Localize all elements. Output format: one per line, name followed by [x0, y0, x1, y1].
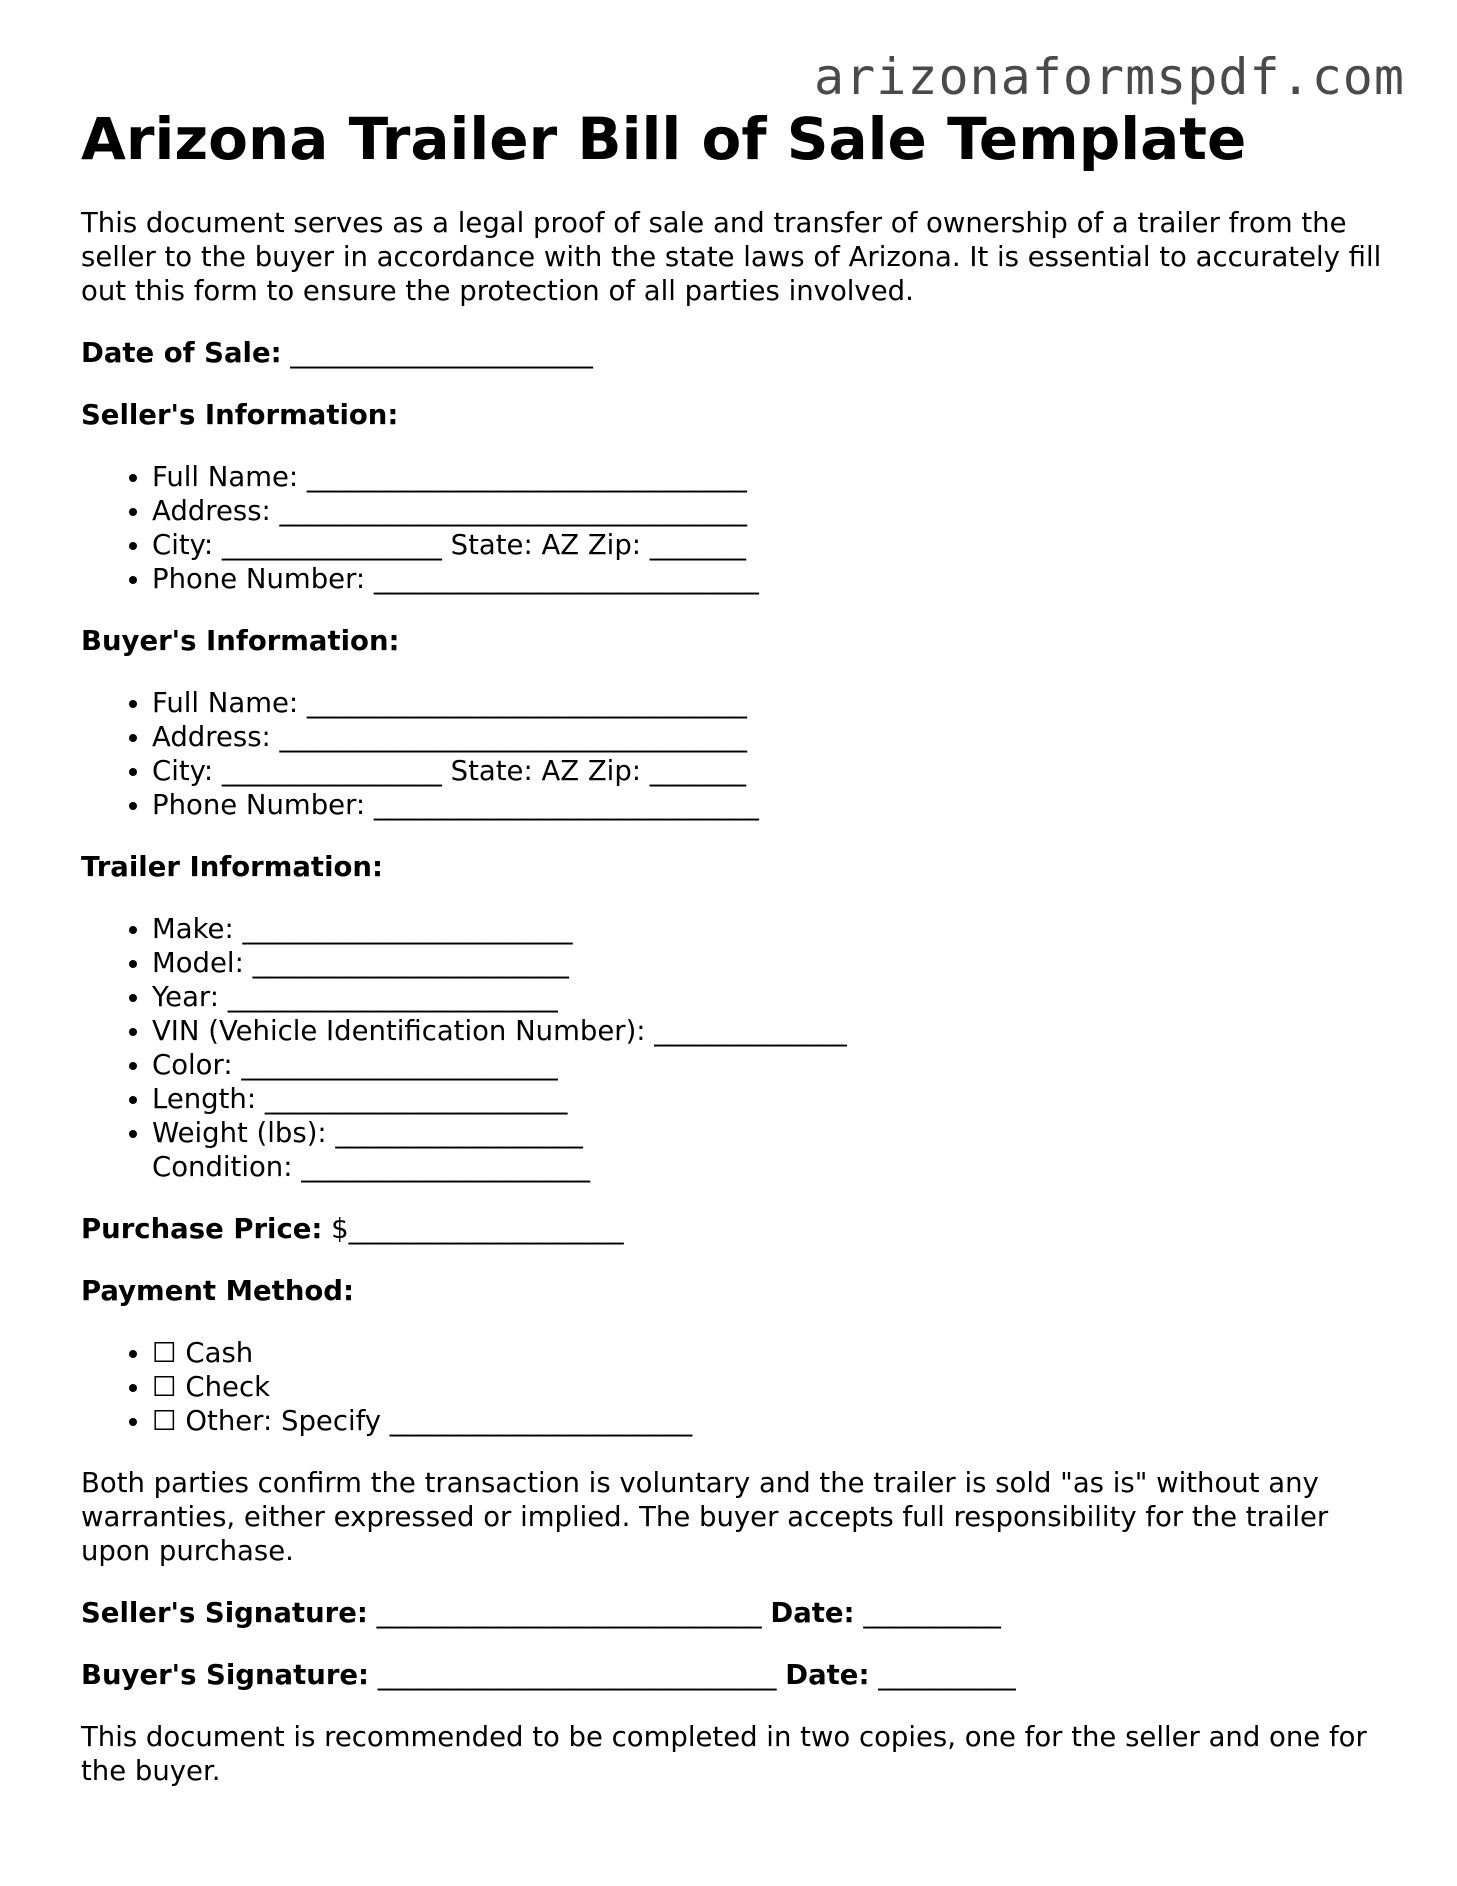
seller-info-list — [81, 460, 1391, 596]
trailer-year-field[interactable]: • Year: ________________________ — [152, 980, 1391, 1014]
seller-phone-field[interactable]: • Phone Number: ____________________________ — [152, 562, 1391, 596]
payment-method-heading: Payment Method: — [81, 1275, 354, 1307]
trailer-model-field[interactable]: • Model: _______________________ — [152, 946, 1391, 980]
seller-full-name-field[interactable]: • Full Name: ________________________________ — [152, 460, 1391, 494]
buyer-date-blank[interactable]: __________ — [878, 1659, 1016, 1691]
purchase-price-field[interactable] — [81, 1212, 1391, 1246]
trailer-info-list — [81, 912, 1391, 1184]
payment-other-checkbox[interactable]: • ☐ Other: Specify ______________________ — [152, 1404, 1391, 1438]
document-page — [81, 96, 1391, 1788]
payment-check-checkbox[interactable]: • ☐ Check — [152, 1370, 1391, 1404]
as-is-statement: Both parties confirm the transaction is voluntary and the trailer is sold "as is" without any warranties, either expressed or implied. The buyer accepts full responsibility for the trailer upon purchase. — [81, 1467, 1329, 1567]
date-of-sale-field[interactable] — [81, 336, 1391, 370]
buyer-city-state-zip-field[interactable]: • City: ________________ State: AZ Zip: _______ — [152, 754, 1391, 788]
trailer-vin-field[interactable]: • VIN (Vehicle Identification Number): ______________ — [152, 1014, 1391, 1048]
buyer-signature-line[interactable] — [81, 1658, 1391, 1692]
seller-date-blank[interactable]: __________ — [863, 1597, 1001, 1629]
payment-cash-checkbox[interactable]: • ☐ Cash — [152, 1336, 1391, 1370]
date-of-sale-blank[interactable]: ______________________ — [290, 337, 593, 369]
seller-signature-line[interactable] — [81, 1596, 1391, 1630]
seller-city-state-zip-field[interactable]: • City: ________________ State: AZ Zip: _______ — [152, 528, 1391, 562]
seller-address-field[interactable]: • Address: __________________________________ — [152, 494, 1391, 528]
seller-signature-blank[interactable]: ____________________________ — [376, 1597, 762, 1629]
buyer-info-heading: Buyer's Information: — [81, 625, 400, 657]
trailer-make-field[interactable]: • Make: ________________________ — [152, 912, 1391, 946]
buyer-phone-field[interactable]: • Phone Number: ____________________________ — [152, 788, 1391, 822]
buyer-signature-label: Buyer's Signature: — [81, 1659, 370, 1691]
purchase-price-label: Purchase Price: — [81, 1213, 323, 1245]
buyer-full-name-field[interactable]: • Full Name: ________________________________ — [152, 686, 1391, 720]
seller-date-label: Date: — [770, 1597, 855, 1629]
page-title: Arizona Trailer Bill of Sale Template — [81, 105, 1247, 173]
trailer-weight-field[interactable]: • Weight (lbs): __________________ — [152, 1116, 1391, 1150]
buyer-date-label: Date: — [785, 1659, 870, 1691]
buyer-address-field[interactable]: • Address: __________________________________ — [152, 720, 1391, 754]
copies-note: This document is recommended to be completed in two copies, one for the seller and one for the buyer. — [81, 1721, 1367, 1787]
buyer-info-list — [81, 686, 1391, 822]
trailer-length-field[interactable]: • Length: ______________________ — [152, 1082, 1391, 1116]
seller-info-heading: Seller's Information: — [81, 399, 399, 431]
trailer-condition-field[interactable]: Condition: _____________________ — [152, 1151, 590, 1183]
site-watermark: arizonaformspdf.com — [814, 48, 1405, 106]
buyer-signature-blank[interactable]: _____________________________ — [377, 1659, 777, 1691]
trailer-color-field[interactable]: • Color: _______________________ — [152, 1048, 1391, 1082]
purchase-price-blank[interactable]: $____________________ — [331, 1213, 624, 1245]
payment-method-list — [81, 1336, 1391, 1438]
date-of-sale-label: Date of Sale: — [81, 337, 282, 369]
intro-paragraph: This document serves as a legal proof of sale and transfer of ownership of a trailer from the seller to the buyer in accordance with the state laws of Arizona. It is essential to accurately fill out this form to ensure the protection of all parties involved. — [81, 207, 1382, 307]
seller-signature-label: Seller's Signature: — [81, 1597, 368, 1629]
trailer-info-heading: Trailer Information: — [81, 851, 383, 883]
